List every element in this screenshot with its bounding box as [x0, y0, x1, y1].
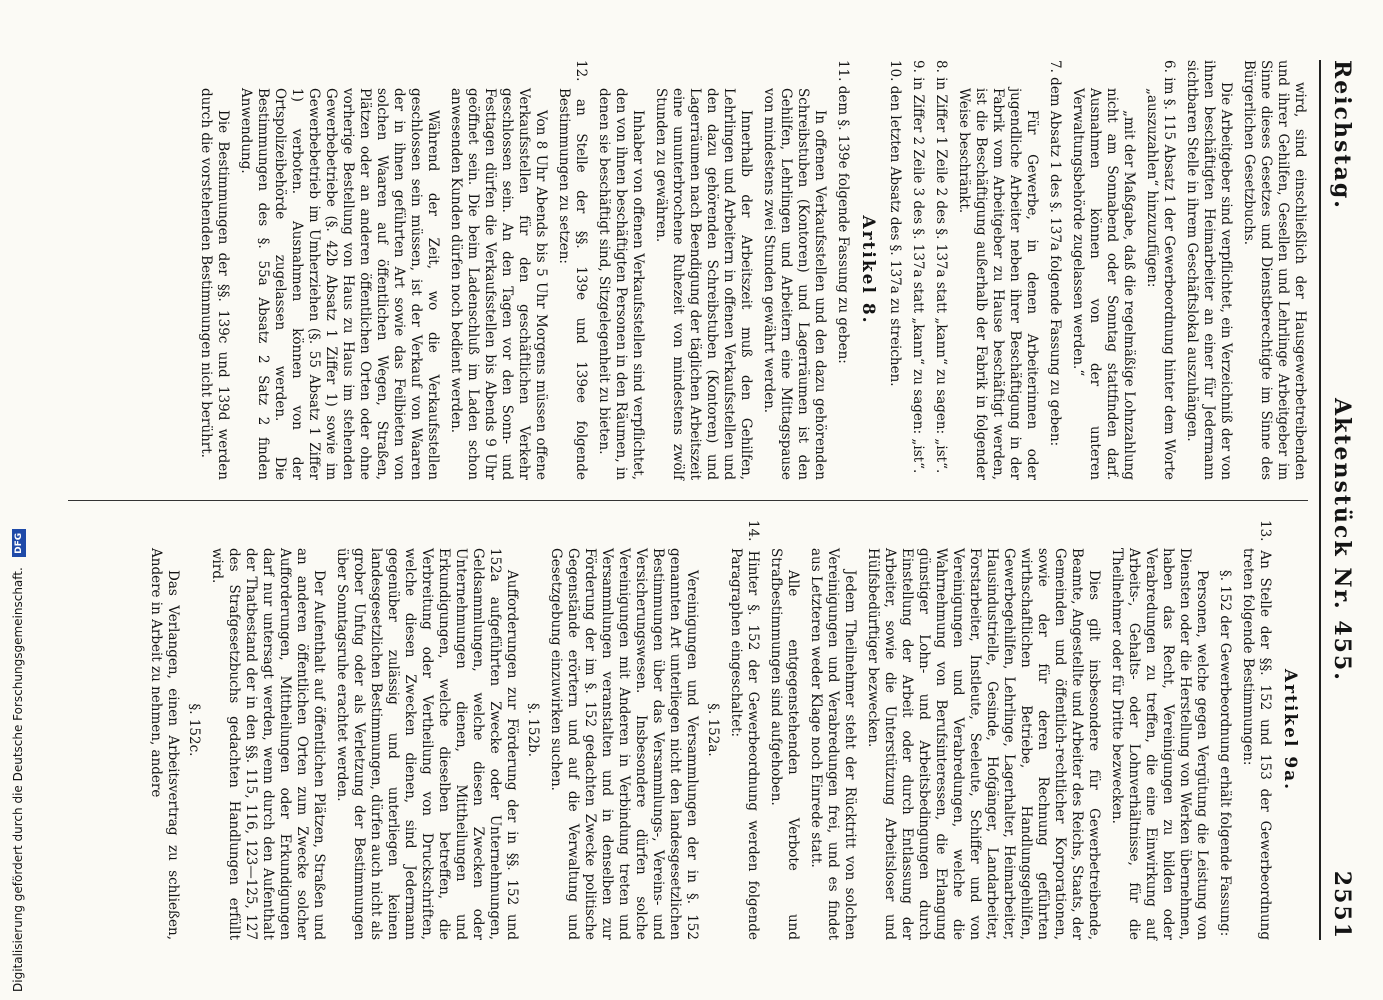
paragraph: Vereinigungen und Versammlungen der in §. 152 genannten Art unterliegen nicht den landesgesetzlichen Bestimmungen über das Versammlungs-, Vereins- und Versicherungswesen. Insbesondere dürfen solche Vereinigungen mit Anderen in Verbindung treten und Versammlungen veranstalten und in denselben zur Förderung der im §. 152 gedachten Zwecke politische Gegenstände erörtern und auf die Verwaltung und Gesetzgebung einzuwirken suchen. — [548, 548, 700, 940]
digitization-text: Digitalisierung gefördert durch die Deutsche Forschungsgemeinschaft. — [11, 567, 25, 992]
list-item: 10. den letzten Absatz des §. 137a zu streichen. — [887, 60, 903, 387]
list-item: 12. an Stelle der §§. 139e und 139ee folgende Bestimmungen zu setzen: — [556, 60, 589, 480]
paragraph: Inhaber von offenen Verkaufsstellen sind verpflichtet, den von ihnen beschäftigten Personen in den Räumen, in denen sie beschäftigt sind, Sitzgelegenheit zu bieten. — [596, 88, 646, 480]
paragraph: Alle entgegenstehenden Verbote und Strafbestimmungen sind aufgehoben. — [768, 548, 801, 940]
paragraph: Personen, welche gegen Vergütung die Leistung von Diensten oder die Herstellung von Werken übernehmen, haben das Recht, Vereinigungen zu bilden oder Verabredungen zu treffen, die eine Einwirkung auf Arbeits-, Gehalts- oder Lohnverhältnisse, für die Theilnehmer oder für Dritte bezwecken. — [1109, 548, 1210, 940]
paragraph-number: §. 152a. — [705, 703, 721, 757]
list-item: 6. im §. 115 Absatz 1 der Gewerbeordnung hinter dem Worte „auszuzahlen“ hinzuzufügen: — [1144, 60, 1177, 480]
page-number: 2551 — [1329, 870, 1355, 940]
quote: „mit der Maßgabe, daß die regelmäßige Lohnzahlung nicht am Sonnabend oder Sonntag stattfinden darf. Ausnahmen können von der unteren Verwaltungsbehörde zugelassen werden.“ — [1070, 88, 1137, 480]
page-header — [1319, 60, 1361, 940]
quote: Für Gewerbe, in denen Arbeiterinnen oder jugendliche Arbeiter neben ihrer Beschäftigung in der Fabrik vom Arbeitgeber zu Hause beschäftigt werden, ist die Beschäftigung außerhalb der Fabrik in folgender Weise beschränkt. — [956, 88, 1040, 480]
paragraph: Jedem Theilnehmer steht der Rücktritt von solchen Vereinigungen und Verabredungen frei, und es findet aus Letzteren weder Klage noch Einrede statt. — [808, 548, 858, 940]
article-heading: Artikel 8. — [858, 215, 878, 325]
paragraph: Aufforderungen zur Förderung der in §§. 152 und 152a aufgeführten Zwecke oder Unternehmungen, Geldsammlungen, welche diesen Zwecken oder Unternehmungen dienen, Mittheilungen und Erkundigungen, welche dieselben betreffen, die Verbreitung oder Vertheilung von Druckschriften, welche diesen Zwecken dienen, sind Jedermann gegenüber zulässig und unterliegen keinen landesgesetzlichen Bestimmungen, dürfen auch nicht als grober Unfug oder als Verletzung der Bestimmungen über Sonntagsruhe erachtet werden. — [334, 548, 520, 940]
paragraph: Von 8 Uhr Abends bis 5 Uhr Morgens müssen offene Verkaufsstellen für den geschäftlichen Verkehr geschlossen sein. An den Tagen vor den Sonn- und Festtagen dürfen die Verkaufsstellen bis Abends 9 Uhr geöffnet sein. Die beim Ladenschluß im Laden schon anwesenden Kunden dürfen noch bedient werden. — [448, 88, 549, 480]
left-column — [191, 60, 1308, 480]
list-item: 8. in Ziffer 1 Zeile 2 des §. 137a statt „kann“ zu sagen: „ist“. — [933, 60, 949, 474]
list-item: 13. An Stelle der §§. 152 und 153 der Gewerbeordnung treten folgende Bestimmungen: — [1240, 520, 1273, 940]
article-heading: Artikel 9a. — [1280, 668, 1300, 792]
digitization-note — [8, 532, 28, 992]
paragraph: Die Bestimmungen der §§. 139c und 139d werden durch die vorstehenden Bestimmungen nicht berührt. — [198, 88, 231, 480]
paragraph: wird, sind einschließlich der Hausgewerbetreibenden und ihrer Gehilfen, Gesellen und Lehrlinge Arbeitgeber im Sinne dieses Gesetzes und Dienstberechtigte im Sinne des Bürgerlichen Gesetzbuchs. — [1241, 60, 1308, 480]
paragraph: Der Aufenthalt auf öffentlichen Plätzen, Straßen und an anderen öffentlichen Orten zum Zwecke solcher Aufforderungen, Mittheilungen oder Erkundigungen darf nur untersagt werden, wenn durch den Aufenthalt der Thatbestand der in den §§. 115, 116, 123—125, 127 des Strafgesetzbuchs gedachten Handlungen erfüllt wird. — [209, 548, 327, 940]
paragraph: Die Arbeitgeber sind verpflichtet, ein Verzeichniß der von ihnen beschäftigten Heimarbeiter an einer für Jedermann sichtbaren Stelle in ihrem Geschäftslokal auszuhängen. — [1184, 60, 1234, 480]
paragraph: Dies gilt insbesondere für Gewerbetreibende, Beamte, Angestellte und Arbeiter des Reichs, Staats, der Gemeinden und öffentlich-rechtlicher Korporationen, sowie der für deren Rechnung geführten wirthschaftlichen Betriebe, Handlungsgehilfen, Gewerbegehilfen, Lehrlinge, Lagerhalter, Heimarbeiter, Hausindustrielle, Gesinde, Hofgänger, Landarbeiter, Forstarbeiter, Instleute, Seeleute, Schiffer und von Vereinigungen und Verabredungen, welche die Wahrnehmung von Berufsinteressen, die Erlangung günstiger Lohn- und Arbeitsbedingungen durch Einstellung der Arbeit oder durch Entlassung der Arbeiter, sowie die Unterstützung Arbeitsloser und Hülfsbedürftiger bezwecken. — [865, 548, 1102, 940]
right-column — [141, 520, 1308, 940]
paragraph-number: §. 152b. — [525, 702, 541, 758]
paragraph: In offenen Verkaufsstellen und den dazu gehörenden Schreibstuben (Kontoren) und Lagerräumen ist den Gehilfen, Lehrlingen und Arbeitern eine Mittagspause von mindestens zwei Stunden gewährt werden. — [761, 88, 828, 480]
list-item: 14. Hinter §. 152 der Gewerbeordnung werden folgende Paragraphen eingeschaltet: — [728, 520, 761, 940]
header-left: Reichstag. — [1329, 60, 1355, 210]
list-item: 11. dem §. 139e folgende Fassung zu geben: — [835, 60, 851, 364]
paragraph: Während der Zeit, wo die Verkaufsstellen geschlossen sein müssen, ist der Verkauf von Waaren der in ihnen geführten Art sowie das Feilbieten von solchen Waaren auf öffentlichen Wegen, Straßen, Plätzen oder an anderen öffentlichen Orten oder ohne vorherige Bestellung von Haus zu Haus im stehenden Gewerbebetriebe (§. 42b Absatz 1 Ziffer 1) sowie im Gewerbebetrieb im Umherziehen (§. 55 Absatz 1 Ziffer 1) verboten. Ausnahmen können von der Ortspolizeibehörde zugelassen werden. Die Bestimmungen des §. 55a Absatz 2 Satz 2 finden Anwendung. — [238, 88, 441, 480]
paragraph-number: §. 152c. — [186, 703, 202, 757]
list-item: 7. dem Absatz 1 des §. 137a folgende Fassung zu geben: — [1047, 60, 1063, 447]
header-center: Aktenstück Nr. 455. — [1329, 398, 1355, 682]
column-divider — [68, 500, 1308, 501]
paragraph: §. 152 der Gewerbeordnung erhält folgende Fassung: — [1217, 570, 1233, 937]
paragraph: Das Verlangen, einen Arbeitsvertrag zu schließen, Andere in Arbeit zu nehmen, andere — [148, 548, 181, 940]
list-item: 9. in Ziffer 2 Zeile 3 des §. 137a statt „kann“ zu sagen: „ist“. — [910, 60, 926, 474]
dfg-logo: DFG — [12, 529, 26, 557]
paragraph: Innerhalb der Arbeitszeit muß den Gehilfen, Lehrlingen und Arbeitern in offenen Verkaufsstellen und den dazu gehörenden Schreibstuben (Kontoren) und Lagerräumen nach Beendigung der täglichen Arbeitszeit eine ununterbrochene Ruhezeit von mindestens zwölf Stunden zu gewähren. — [653, 88, 754, 480]
